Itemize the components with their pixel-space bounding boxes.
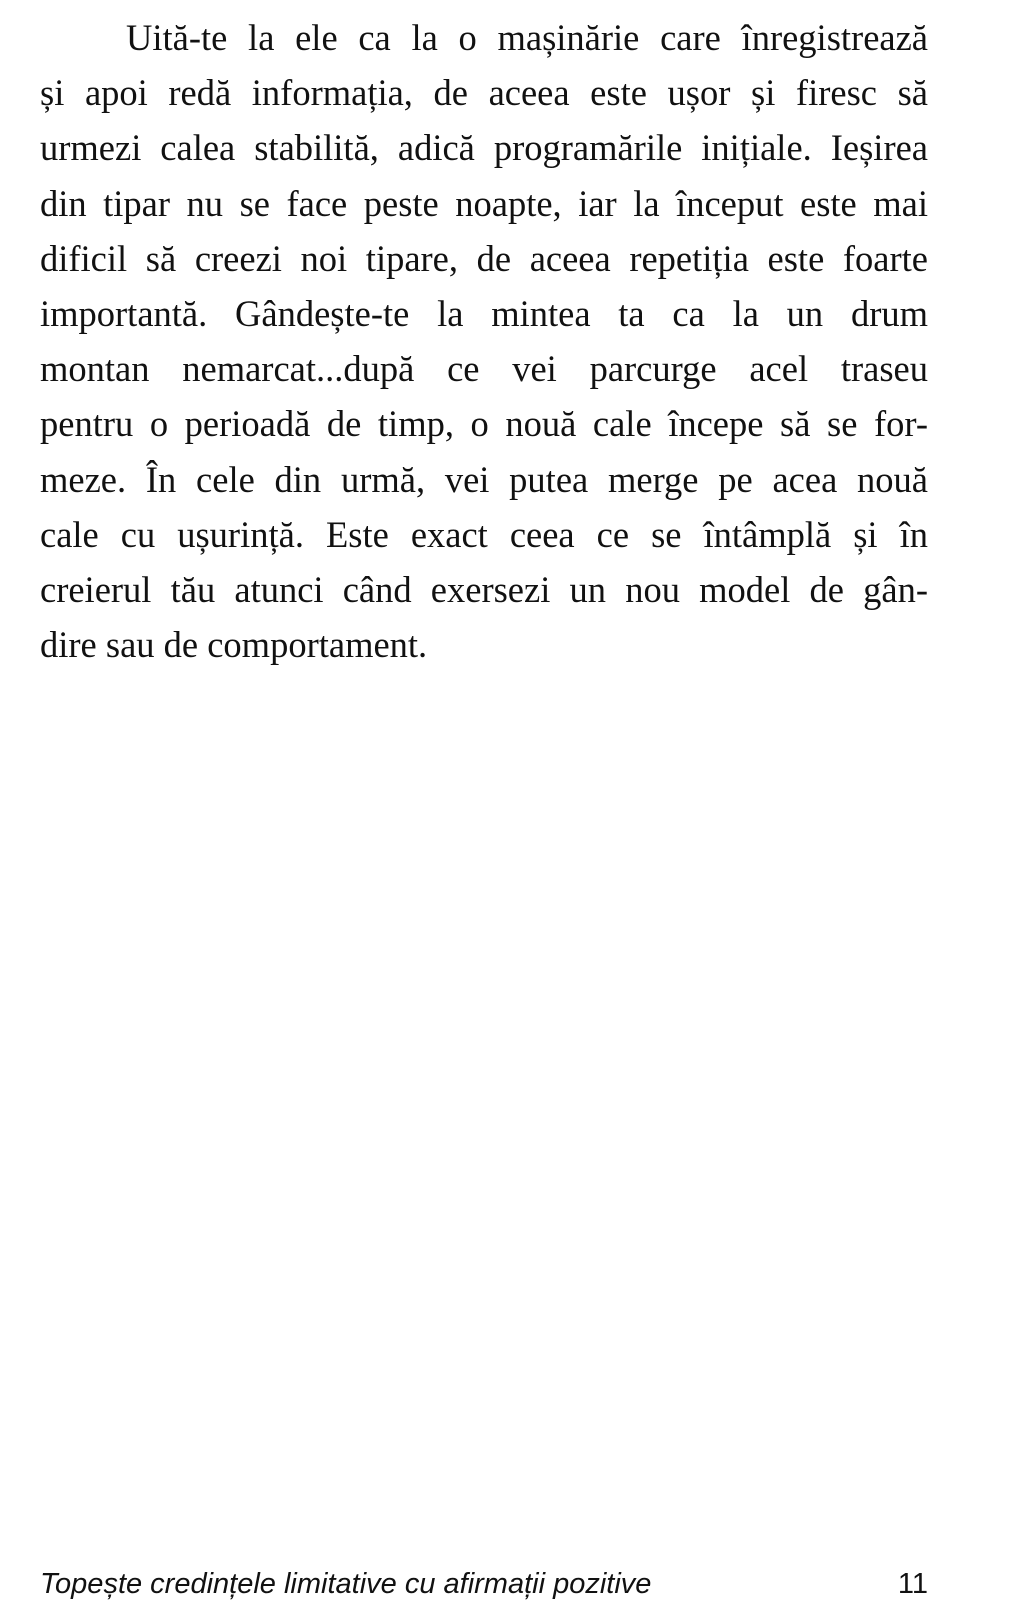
text-line: creierul tău atunci când exersezi un nou model de gân- [40, 568, 928, 610]
text-line: pentru o perioadă de timp, o nouă cale începe să se for- [40, 403, 928, 445]
text-line: dificil să creezi noi tipare, de aceea repetiția este foarte [40, 237, 928, 279]
text-line: meze. În cele din urmă, vei putea merge pe acea nouă [40, 458, 928, 500]
book-title: Topește credințele limitative cu afirmații pozitive [40, 1568, 652, 1600]
page-number: 11 [897, 1568, 928, 1600]
text-line: și apoi redă informația, de aceea este ușor și firesc să [40, 72, 928, 114]
text-line: Uită-te la ele ca la o mașinărie care înregistrează [126, 17, 928, 58]
text-line: din tipar nu se face peste noapte, iar la început este mai [40, 182, 928, 224]
text-line: dire sau de comportament. [40, 624, 428, 666]
text-line: urmezi calea stabilită, adică programările inițiale. Ieșirea [40, 127, 928, 169]
text-line: montan nemarcat...după ce vei parcurge acel traseu [40, 348, 928, 390]
text-line: cale cu ușurință. Este exact ceea ce se întâmplă și în [40, 513, 928, 555]
page-footer [40, 1566, 928, 1602]
text-line: importantă. Gândește-te la mintea ta ca la un drum [40, 292, 928, 334]
body-text [40, 10, 928, 672]
